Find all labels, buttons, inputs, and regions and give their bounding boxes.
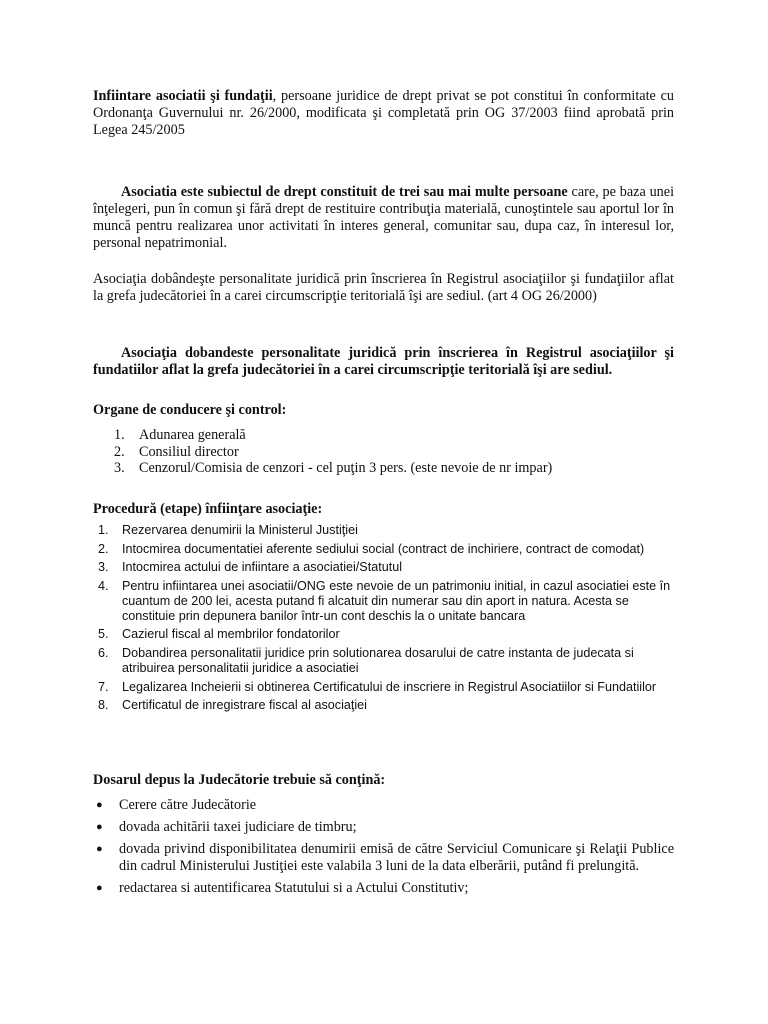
intro-text: , persoane juridice de drept privat se pot constitui în conformitate cu Ordonanţa Guvernului nr. 26/2000, modificata şi completată prin OG 37/2003 fiind aprobată prin Legea 245/2005 <box>93 88 675 138</box>
bullet-icon: ● <box>96 843 103 855</box>
list-item-text: dovada privind disponibilitatea denumirii emisă de către Serviciul Comunicare şi Relaţii Publice din cadrul Ministerului Justiţiei este valabila 3 luni de la data elberării, putând fi prelungită. <box>119 841 674 874</box>
list-item <box>93 460 674 477</box>
list-item-number: 7. <box>98 679 109 694</box>
legal-personality-bold-paragraph <box>93 345 674 379</box>
list-item <box>93 542 674 557</box>
list-item-number: 2. <box>98 541 109 556</box>
procedure-heading: Procedură (etape) înfiinţare asociaţie: <box>93 501 323 517</box>
dossier-list <box>93 797 674 897</box>
list-item-number: 8. <box>98 698 109 713</box>
list-item-text: redactarea si autentificarea Statutului si a Actului Constitutiv; <box>119 880 469 896</box>
list-item-number: 5. <box>98 627 109 642</box>
definition-bold: Asociatia este subiectul de drept constituit de trei sau mai multe persoane <box>121 184 568 200</box>
list-item-text: Cenzorul/Comisia de cenzori - cel puţin 3 pers. (este nevoie de nr impar) <box>139 460 553 476</box>
list-item <box>93 698 674 713</box>
organs-heading: Organe de conducere şi control: <box>93 402 287 418</box>
list-item <box>93 680 674 695</box>
definition-text: care, pe baza unei înţelegeri, pun în comun şi fără drept de restituire contribuţia materială, cunoştintele sau aportul lor în muncă pentru realizarea unor activitati în interes general, comunitar sau, dupa caz, în interesul lor, personal nepatrimonial. <box>93 184 675 251</box>
list-item-text: Certificatul de inregistrare fiscal al asociaţiei <box>122 698 367 713</box>
list-item <box>93 523 674 538</box>
dossier-section <box>93 772 674 902</box>
list-item <box>93 819 674 836</box>
dossier-heading: Dosarul depus la Judecătorie trebuie să conţină: <box>93 772 386 788</box>
bullet-icon: ● <box>96 799 103 811</box>
list-item <box>93 646 674 676</box>
list-item-text: Intocmirea documentatiei aferente sediului social (contract de inchiriere, contract de comodat) <box>122 541 645 556</box>
procedure-list <box>93 523 674 713</box>
list-item-text: Consiliul director <box>139 443 239 460</box>
list-item <box>93 627 674 642</box>
list-item-number: 1. <box>114 427 125 443</box>
list-item-number: 2. <box>114 443 125 460</box>
list-item-text: Rezervarea denumirii la Ministerul Justiţiei <box>122 523 358 537</box>
list-item <box>93 797 674 814</box>
legal-personality-paragraph: Asociaţia dobândeşte personalitate juridică prin înscrierea în Registrul asociaţiilor şi fundaţiilor aflat la grefa judecătoriei în a carei circumscripţie teritorială îşi are sediul. (art 4 OG 26/2000) <box>93 271 674 304</box>
bullet-icon: ● <box>96 882 103 894</box>
list-item <box>93 560 674 575</box>
list-item <box>93 579 674 624</box>
list-item-number: 4. <box>98 578 109 593</box>
definition-paragraph <box>93 184 674 252</box>
list-item <box>93 444 674 461</box>
list-item <box>93 427 674 444</box>
list-item <box>93 880 674 897</box>
list-item-text: Dobandirea personalitatii juridice prin solutionarea dosarului de catre instanta de judecata si atribuirea personalitatii juridice a asociatiei <box>122 645 634 675</box>
intro-bold: Infiintare asociatii şi fundaţii <box>93 88 273 104</box>
list-item-number: 3. <box>114 460 125 476</box>
list-item-text: Pentru infiintarea unei asociatii/ONG este nevoie de un patrimoniu initial, in cazul asociatiei este în cuantum de 200 lei, acesta putand fi alcatuit din numerar sau din aport in natura. Acesta se constituie prin depunera banilor într-un cont deschis la o unitate bancara <box>122 578 671 623</box>
list-item-text: Adunarea generală <box>139 427 246 443</box>
list-item-text: dovada achitării taxei judiciare de timbru; <box>119 819 357 835</box>
list-item-text: Intocmirea actului de infiintare a asociatiei/Statutul <box>122 560 403 575</box>
list-item-number: 1. <box>98 523 109 537</box>
list-item-text: Cazierul fiscal al membrilor fondatorilor <box>122 627 340 642</box>
list-item-text: Legalizarea Incheierii si obtinerea Certificatului de inscriere in Registrul Asociatiilor si Fundatiilor <box>122 679 657 694</box>
organs-section <box>93 402 674 477</box>
organs-list <box>93 427 674 477</box>
list-item-number: 6. <box>98 645 109 660</box>
list-item <box>93 841 674 875</box>
procedure-section <box>93 501 674 717</box>
list-item-text: Cerere către Judecătorie <box>119 797 257 813</box>
bullet-icon: ● <box>96 821 103 833</box>
list-item-number: 3. <box>98 560 109 575</box>
intro-paragraph <box>93 88 674 139</box>
legal-personality-bold: Asociaţia dobandeste personalitate juridică prin înscrierea în Registrul asociaţiilor şi fundatiilor aflat la grefa judecătoriei în a carei circumscripţie teritorială îşi are sediul. <box>93 345 674 378</box>
